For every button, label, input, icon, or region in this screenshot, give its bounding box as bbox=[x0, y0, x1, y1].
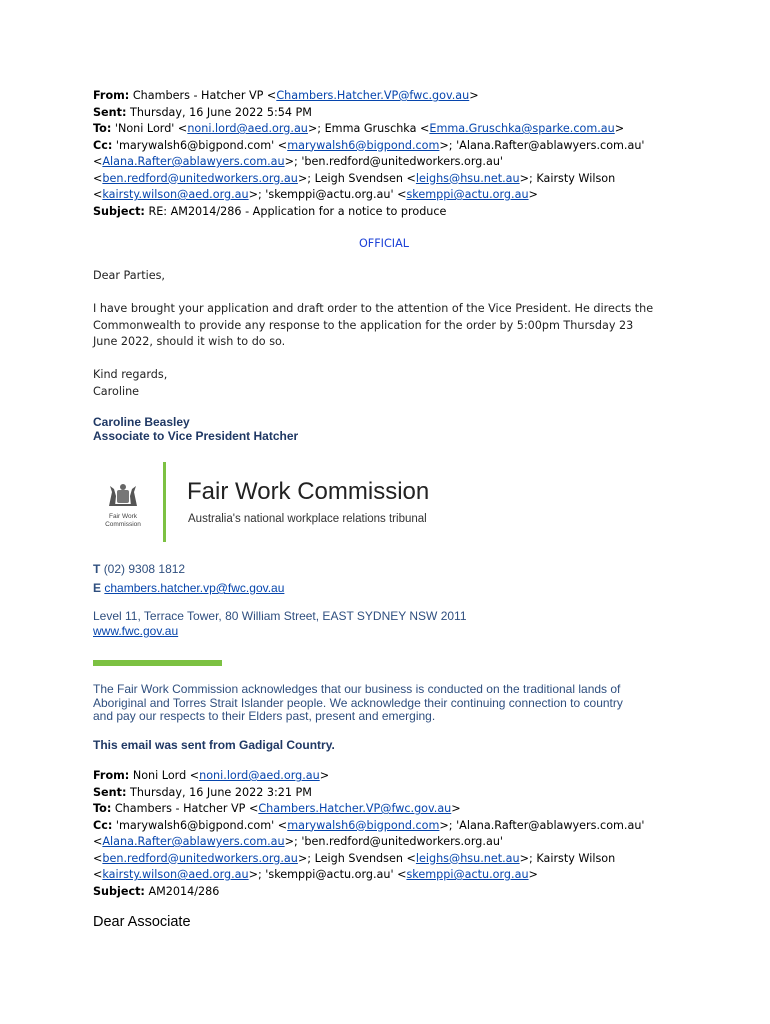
email-header-previous bbox=[93, 768, 693, 900]
sent-label: Sent: bbox=[93, 105, 127, 119]
subject-label: Subject: bbox=[93, 204, 145, 218]
cc-open: < bbox=[93, 155, 103, 168]
signature-title: Associate to Vice President Hatcher bbox=[93, 429, 299, 443]
signoff-line: Kind regards, bbox=[93, 368, 168, 381]
subject-value: RE: AM2014/286 - Application for a notice to produce bbox=[148, 204, 447, 218]
subject-line bbox=[93, 204, 693, 221]
from-name: Chambers - Hatcher VP < bbox=[132, 89, 277, 102]
from-label: From: bbox=[93, 769, 130, 782]
to-line bbox=[93, 801, 693, 818]
cc-line-cont bbox=[93, 187, 693, 204]
cc-open: < bbox=[93, 851, 103, 865]
cc-recipient-name: 'marywalsh6@bigpond.com' < bbox=[115, 138, 288, 152]
email-link[interactable]: chambers.hatcher.vp@fwc.gov.au bbox=[104, 581, 285, 595]
subject-label: Subject: bbox=[93, 884, 145, 898]
signoff bbox=[93, 367, 693, 400]
cc-email-link[interactable]: skemppi@actu.org.au bbox=[406, 188, 529, 201]
org-tagline: Australia's national workplace relations tribunal bbox=[188, 513, 427, 525]
logo-divider bbox=[163, 462, 166, 542]
from-close: > bbox=[319, 769, 330, 782]
cc-email-link[interactable]: leighs@hsu.net.au bbox=[415, 851, 520, 865]
from-name: Noni Lord < bbox=[132, 769, 200, 782]
cc-recipient-name: >; Kairsty Wilson bbox=[519, 851, 616, 865]
cc-line bbox=[93, 138, 693, 155]
address: Level 11, Terrace Tower, 80 William Street, EAST SYDNEY NSW 2011 bbox=[93, 609, 467, 623]
signature-name: Caroline Beasley bbox=[93, 415, 190, 429]
body-line: I have brought your application and draft order to the attention of the Vice President. He directs the bbox=[93, 302, 654, 315]
contact-email bbox=[93, 581, 693, 595]
cc-line-cont bbox=[93, 154, 693, 171]
cc-recipient-name: >; 'skemppi@actu.org.au' < bbox=[248, 868, 407, 881]
subject-value: AM2014/286 bbox=[148, 884, 220, 898]
website-row bbox=[93, 624, 693, 638]
sent-value: Thursday, 16 June 2022 5:54 PM bbox=[130, 105, 312, 119]
from-close: > bbox=[469, 89, 479, 102]
email-label: E bbox=[93, 581, 102, 595]
cc-email-link[interactable]: Alana.Rafter@ablawyers.com.au bbox=[102, 835, 285, 848]
from-line bbox=[93, 768, 693, 785]
country-statement: This email was sent from Gadigal Country. bbox=[93, 738, 335, 752]
from-email-link[interactable]: noni.lord@aed.org.au bbox=[199, 769, 320, 782]
to-recipient-name: >; Emma Gruschka < bbox=[307, 122, 430, 135]
cc-line-cont bbox=[93, 851, 693, 868]
cc-recipient-name: >; 'ben.redford@unitedworkers.org.au' bbox=[284, 835, 503, 848]
cc-open: < bbox=[93, 171, 103, 185]
sent-value: Thursday, 16 June 2022 3:21 PM bbox=[130, 785, 312, 799]
greeting: Dear Parties, bbox=[93, 269, 165, 282]
coat-of-arms-icon bbox=[106, 482, 140, 508]
sent-line bbox=[93, 785, 693, 802]
cc-recipient-name: >; Leigh Svendsen < bbox=[297, 851, 416, 865]
fwc-logo bbox=[93, 462, 513, 542]
sent-label: Sent: bbox=[93, 785, 127, 799]
subject-line bbox=[93, 884, 693, 901]
ack-line: The Fair Work Commission acknowledges that our business is conducted on the traditional lands of bbox=[93, 682, 621, 696]
cc-recipient-name: >; Leigh Svendsen < bbox=[297, 171, 416, 185]
body-line: June 2022, should it wish to do so. bbox=[93, 335, 286, 348]
signature-block bbox=[93, 415, 693, 443]
ack-line: Aboriginal and Torres Strait Islander people. We acknowledge their continuing connection to country bbox=[93, 695, 623, 710]
contact-phone bbox=[93, 562, 693, 576]
crest-icon bbox=[99, 482, 147, 528]
cc-close: > bbox=[528, 188, 538, 201]
cc-email-link[interactable]: marywalsh6@bigpond.com bbox=[287, 818, 440, 832]
cc-email-link[interactable]: kairsty.wilson@aed.org.au bbox=[102, 868, 249, 881]
cc-open: < bbox=[93, 188, 103, 201]
to-close: > bbox=[614, 122, 625, 135]
to-close: > bbox=[451, 802, 461, 815]
to-label: To: bbox=[93, 802, 112, 815]
cc-close: > bbox=[528, 868, 538, 881]
crest-caption-line: Fair Work bbox=[108, 513, 138, 520]
to-line bbox=[93, 121, 693, 138]
cc-email-link[interactable]: marywalsh6@bigpond.com bbox=[287, 138, 440, 152]
to-recipient-name: 'Noni Lord' < bbox=[114, 122, 188, 135]
signoff-name: Caroline bbox=[93, 384, 140, 398]
cc-line bbox=[93, 818, 693, 835]
from-label: From: bbox=[93, 89, 130, 102]
cc-email-link[interactable]: skemppi@actu.org.au bbox=[406, 868, 529, 881]
cc-recipient-name: >; Kairsty Wilson bbox=[519, 171, 616, 185]
phone-value: (02) 9308 1812 bbox=[103, 562, 186, 576]
acknowledgement bbox=[93, 683, 693, 724]
email-header bbox=[93, 88, 693, 220]
cc-recipient-name: >; 'skemppi@actu.org.au' < bbox=[248, 188, 407, 201]
cc-open: < bbox=[93, 835, 103, 848]
cc-recipient-name: 'marywalsh6@bigpond.com' < bbox=[115, 818, 288, 832]
cc-email-link[interactable]: ben.redford@unitedworkers.org.au bbox=[102, 851, 298, 865]
cc-label: Cc: bbox=[93, 818, 113, 832]
from-email-link[interactable]: Chambers.Hatcher.VP@fwc.gov.au bbox=[276, 89, 470, 102]
to-email-link[interactable]: noni.lord@aed.org.au bbox=[187, 122, 308, 135]
to-email-link[interactable]: Chambers.Hatcher.VP@fwc.gov.au bbox=[258, 802, 452, 815]
body-paragraph bbox=[93, 301, 693, 351]
from-line bbox=[93, 88, 693, 105]
cc-line-cont bbox=[93, 834, 693, 851]
crest-caption bbox=[99, 513, 147, 528]
previous-greeting: Dear Associate bbox=[93, 914, 191, 930]
org-name: Fair Work Commission bbox=[187, 478, 430, 505]
to-email-link[interactable]: Emma.Gruschka@sparke.com.au bbox=[429, 122, 615, 135]
cc-open: < bbox=[93, 868, 103, 881]
phone-label: T bbox=[93, 562, 101, 576]
cc-email-link[interactable]: ben.redford@unitedworkers.org.au bbox=[102, 171, 298, 185]
ack-line: and pay our respects to their Elders past, present and emerging. bbox=[93, 709, 436, 723]
to-label: To: bbox=[93, 122, 112, 135]
cc-recipient-name: >; 'Alana.Rafter@ablawyers.com.au' bbox=[439, 818, 645, 832]
cc-email-link[interactable]: leighs@hsu.net.au bbox=[415, 171, 520, 185]
classification-label: OFFICIAL bbox=[359, 237, 409, 250]
cc-label: Cc: bbox=[93, 138, 113, 152]
cc-email-link[interactable]: Alana.Rafter@ablawyers.com.au bbox=[102, 155, 285, 168]
sent-line bbox=[93, 105, 693, 122]
cc-recipient-name: >; 'ben.redford@unitedworkers.org.au' bbox=[284, 155, 503, 168]
cc-line-cont bbox=[93, 171, 693, 188]
signature-divider bbox=[93, 660, 222, 666]
body-line: Commonwealth to provide any response to the application for the order by 5:00pm Thursday 23 bbox=[93, 318, 634, 332]
cc-email-link[interactable]: kairsty.wilson@aed.org.au bbox=[102, 188, 249, 201]
crest-caption-line: Commission bbox=[105, 520, 141, 528]
cc-line-cont bbox=[93, 867, 693, 884]
cc-recipient-name: >; 'Alana.Rafter@ablawyers.com.au' bbox=[439, 138, 645, 152]
to-recipient-name: Chambers - Hatcher VP < bbox=[114, 802, 259, 815]
website-link[interactable]: www.fwc.gov.au bbox=[93, 624, 179, 638]
